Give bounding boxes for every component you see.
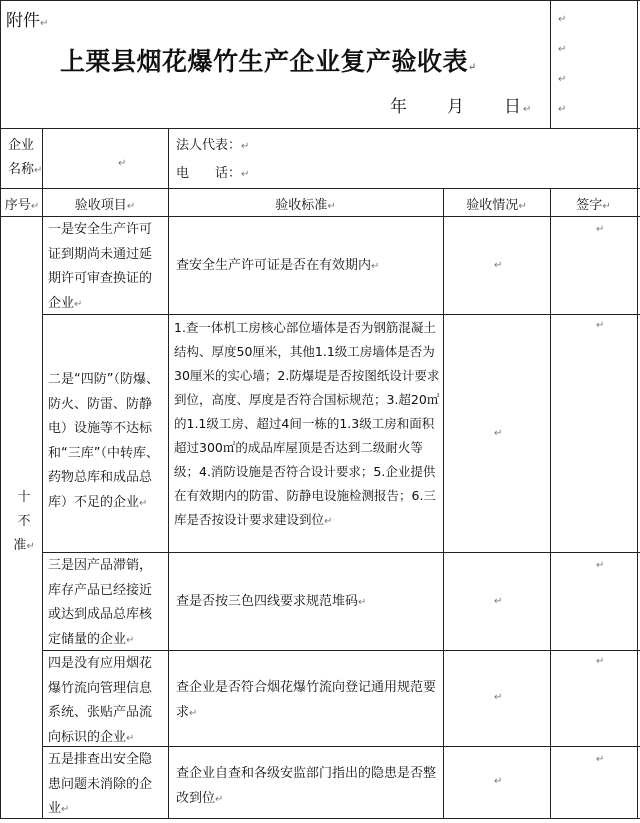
row-1-item: 一是安全生产许可证到期尚未通过延期许可审查换证的企业↵ bbox=[48, 222, 153, 311]
rule-col-seq bbox=[42, 128, 43, 819]
attachment-label: 附件↵ bbox=[6, 11, 49, 31]
row-3-status-field[interactable]: ↵ bbox=[494, 596, 503, 607]
rule-col-status bbox=[443, 188, 444, 819]
row-2-item: 二是“四防”（防爆、防火、防雷、防静电）设施等不达标和“三库”（中转库、药物总库和成品总库）不足的企业↵ bbox=[48, 372, 159, 510]
form-title: 上栗县烟花爆竹生产企业复产验收表↵ bbox=[60, 47, 477, 76]
col-header-seq: 序号↵ bbox=[4, 198, 40, 213]
group-label-ten-prohibitions: 十 不 准↵ bbox=[13, 490, 35, 553]
row-2-standard: 1.查一体机工房核心部位墙体是否为钢筋混凝土结构、厚度50厘米，其他1.1级工房墙体是否为30厘米的实心墙；2.防爆堤是否按图纸设计要求到位，高度、厚度是否符合国标规范；3.超20㎡的1.1级工房、超过4间一栋的1.3级工房和面积超过300㎡的成品库屋顶是否达到二级耐火等级；4.消防设施是否符合设计要求；5.企业提供在有效期内的防雷、防静电设施检测报告；6.三库是否按设计要求建设到位↵ bbox=[174, 320, 440, 527]
row-4-item: 四是没有应用烟花爆竹流向管理信息系统、张贴产品流向标识的企业↵ bbox=[48, 656, 153, 745]
rule-top bbox=[0, 0, 640, 1]
row-1-sign-field[interactable]: ↵ bbox=[596, 224, 605, 235]
company-name-label: 企业 名称↵ bbox=[8, 138, 43, 177]
rule-below-title bbox=[0, 128, 640, 129]
paragraph-mark: ↵ bbox=[558, 74, 567, 85]
row-2-status-field[interactable]: ↵ bbox=[494, 428, 503, 439]
row-1-status-field[interactable]: ↵ bbox=[494, 260, 503, 271]
company-name-field[interactable]: ↵ bbox=[118, 158, 127, 169]
paragraph-mark: ↵ bbox=[558, 44, 567, 55]
row-3-item: 三是因产品滞销，库存产品已经接近或达到成品总库核定储量的企业↵ bbox=[48, 558, 153, 647]
row-3-standard: 查是否按三色四线要求规范堆码↵ bbox=[176, 594, 367, 609]
paragraph-mark: ↵ bbox=[558, 14, 567, 25]
row-3-sign-field[interactable]: ↵ bbox=[596, 560, 605, 571]
rule-below-header bbox=[0, 216, 640, 217]
legal-rep-field[interactable]: 法人代表：↵ bbox=[176, 138, 250, 153]
row-5-item: 五是排查出安全隐患问题未消除的企业↵ bbox=[48, 752, 153, 816]
rule-below-info bbox=[0, 188, 640, 189]
phone-field[interactable]: 电 话：↵ bbox=[176, 166, 250, 181]
rule-col-item bbox=[168, 128, 169, 819]
row-4-sign-field[interactable]: ↵ bbox=[596, 656, 605, 667]
row-5-standard: 查企业自查和各级安监部门指出的隐患是否整改到位↵ bbox=[176, 766, 437, 806]
rule-right bbox=[637, 0, 638, 819]
row-4-standard: 查企业是否符合烟花爆竹流向登记通用规范要求↵ bbox=[176, 680, 437, 720]
col-header-status: 验收情况↵ bbox=[466, 198, 527, 213]
col-header-sign: 签字↵ bbox=[576, 198, 611, 213]
col-header-item: 验收项目↵ bbox=[74, 198, 136, 213]
rule-col-sign bbox=[550, 188, 551, 819]
row-1-standard: 查安全生产许可证是否在有效期内↵ bbox=[176, 258, 380, 273]
row-2-sign-field[interactable]: ↵ bbox=[596, 320, 605, 331]
row-4-status-field[interactable]: ↵ bbox=[494, 692, 503, 703]
col-header-standard: 验收标准↵ bbox=[275, 198, 336, 213]
row-5-status-field[interactable]: ↵ bbox=[494, 776, 503, 787]
rule-title-sign bbox=[550, 0, 551, 128]
row-5-sign-field[interactable]: ↵ bbox=[596, 754, 605, 765]
rule-left bbox=[0, 0, 1, 819]
paragraph-mark: ↵ bbox=[558, 104, 567, 115]
date-line: 年 月 日↵ bbox=[390, 97, 534, 117]
